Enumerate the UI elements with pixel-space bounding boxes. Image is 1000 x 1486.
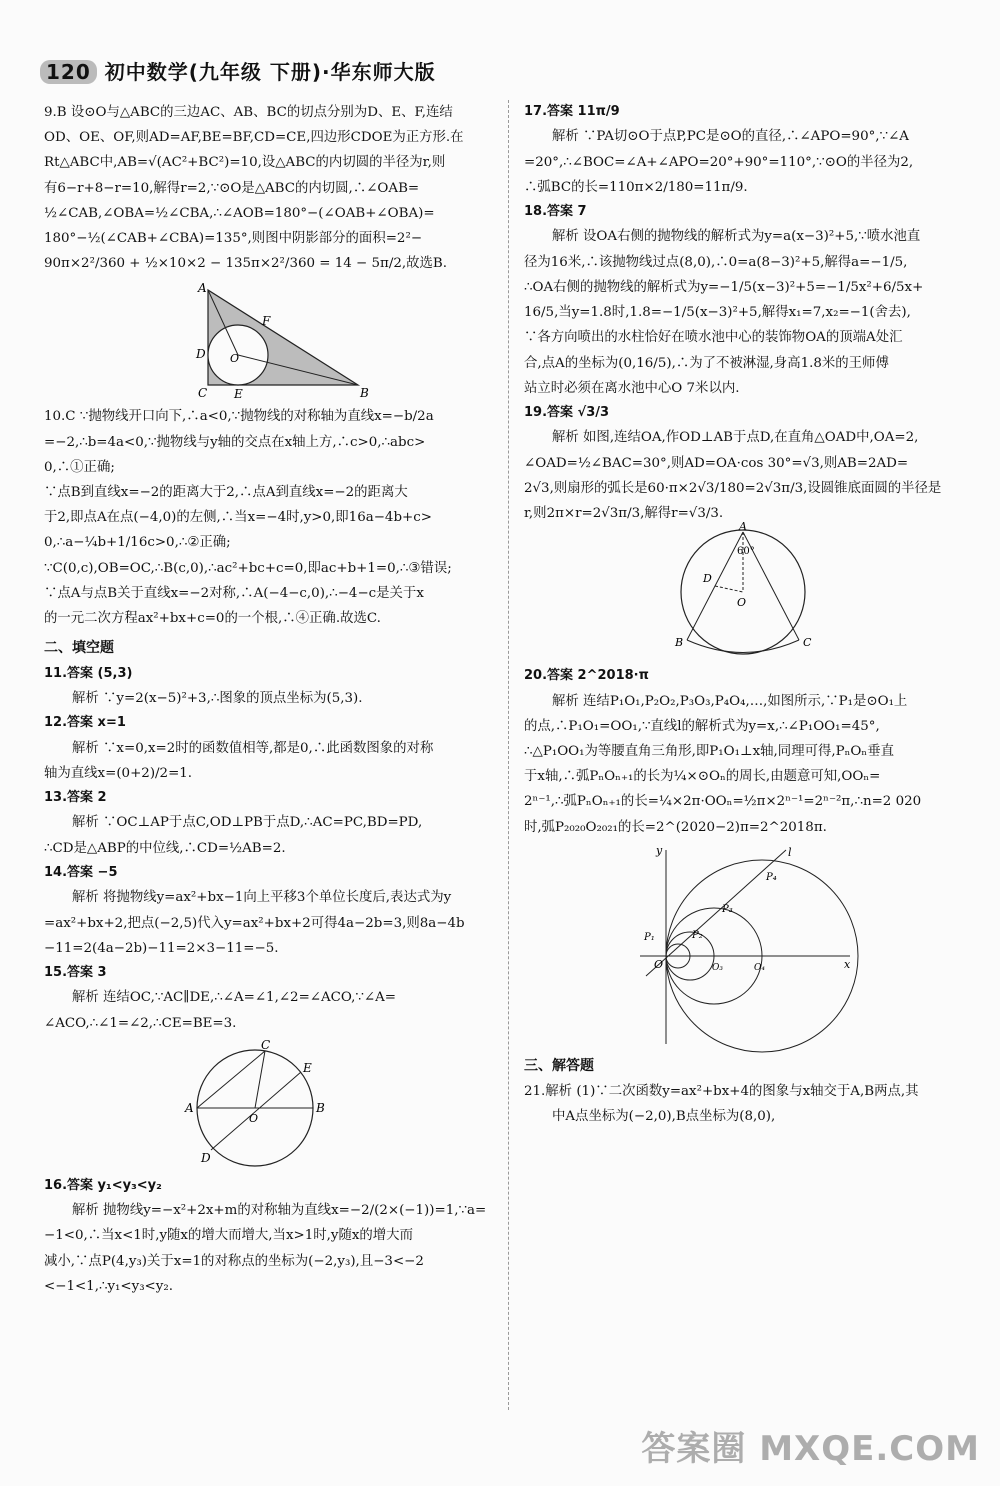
svg-text:P₂: P₂ xyxy=(692,929,703,941)
q10-line: 10.C ∵抛物线开口向下,∴a<0,∵抛物线的对称轴为直线x=−b/2a xyxy=(44,409,434,425)
svg-text:A: A xyxy=(185,1100,194,1115)
q9-line: OD、OE、OF,则AD=AF,BE=BF,CD=CE,四边形CDOE为正方形.在 xyxy=(44,130,464,146)
q13-explanation: ∴CD是△ABP的中位线,∴CD=½AB=2. xyxy=(44,840,286,856)
q14-explanation: =ax²+bx+2,把点(−2,5)代入y=ax²+bx+2可得4a−2b=3,则8a−4b xyxy=(44,915,465,931)
q9-line: 180°−½(∠CAB+∠CBA)=135°,则图中阴影部分的面积=2²− xyxy=(44,231,423,247)
q19-explanation: ∠OAD=½∠BAC=30°,则AD=OA·cos 30°=√3,则AB=2AD= xyxy=(524,455,909,471)
svg-text:D: D xyxy=(196,347,206,362)
section-solutions: 三、解答题 xyxy=(524,1057,594,1074)
svg-text:l: l xyxy=(788,845,792,859)
q10-line: 0,∴a−¼b+1/16c>0,∴②正确; xyxy=(44,535,231,551)
q14-explanation: −11=2(4a−2b)−11=2×3−11=−5. xyxy=(44,940,279,956)
q9-block xyxy=(44,100,492,276)
svg-text:E: E xyxy=(303,1060,312,1075)
q20-explanation: 于x轴,∴弧PₙOₙ₊₁的长为¼×⊙Oₙ的周长,由题意可知,OOₙ= xyxy=(524,769,881,785)
q18-explanation: 16/5,当y=1.8时,1.8=−1/5(x−3)²+5,解得x₁=7,x₂=−1(舍去), xyxy=(524,305,911,321)
q20-explanation: 的点,∴P₁O₁=OO₁,∵直线l的解析式为y=x,∴∠P₁OO₁=45°, xyxy=(524,718,880,734)
svg-text:P₁: P₁ xyxy=(644,931,655,943)
svg-text:B: B xyxy=(316,1100,325,1115)
q10-block xyxy=(44,404,492,631)
svg-text:P₄: P₄ xyxy=(766,871,777,883)
q10-line: ∵C(0,c),OB=OC,∴B(c,0),∴ac²+bc+c=0,即ac+b+1=0,∴③错误; xyxy=(44,560,452,576)
svg-text:B: B xyxy=(360,386,369,401)
svg-text:C: C xyxy=(261,1037,271,1052)
svg-text:A: A xyxy=(739,520,747,534)
q20-explanation: 2ⁿ⁻¹,∴弧PₙOₙ₊₁的长=¼×2π·OOₙ=½π×2ⁿ⁻¹=2ⁿ⁻²π,∴n=2 020 xyxy=(524,794,922,810)
q9-line: Rt△ABC中,AB=√(AC²+BC²)=10,设△ABC的内切圆的半径为r,则 xyxy=(44,155,446,171)
q10-line: 0,∴①正确; xyxy=(44,459,115,475)
q18-explanation: 合,点A的坐标为(0,16/5),∴为了不被淋湿,身高1.8米的王师傅 xyxy=(524,355,889,371)
q19-answer: 19.答案 √3/3 xyxy=(524,404,610,420)
q16-explanation: 减小,∵点P(4,y₃)关于x=1的对称点的坐标为(−2,y₃),且−3<−2 xyxy=(44,1253,424,1269)
svg-text:x: x xyxy=(844,957,851,971)
column-divider xyxy=(508,100,509,1410)
q16-explanation: −1<0,∴当x<1时,y随x的增大而增大,当x>1时,y随x的增大而 xyxy=(44,1228,413,1244)
q18-explanation: 径为16米,∴该抛物线过点(8,0),∴0=a(8−3)²+5,解得a=−1/5, xyxy=(524,254,908,270)
q17-explanation: 解析 ∵PA切⊙O于点P,PC是⊙O的直径,∴∠APO=90°,∵∠A xyxy=(552,129,909,145)
q20-explanation: 时,弧P₂₀₂₀O₂₀₂₁的长=2^(2020−2)π=2^2018π. xyxy=(524,819,827,835)
q12-answer: 12.答案 x=1 xyxy=(44,715,126,731)
q9-triangle-figure xyxy=(168,280,368,400)
svg-text:O₄: O₄ xyxy=(754,962,765,973)
q18-explanation: 解析 设OA右侧的抛物线的解析式为y=a(x−3)²+5,∵喷水池直 xyxy=(552,229,921,245)
q10-line: 的一元二次方程ax²+bx+c=0的一个根,∴④正确.故选C. xyxy=(44,611,381,627)
q14-explanation: 解析 将抛物线y=ax²+bx−1向上平移3个单位长度后,表达式为y xyxy=(72,890,452,906)
q13-answer: 13.答案 2 xyxy=(44,790,107,806)
right-column xyxy=(524,100,968,1130)
svg-text:O₃: O₃ xyxy=(712,962,723,973)
q12-explanation: 轴为直线x=(0+2)/2=1. xyxy=(44,765,193,781)
left-column xyxy=(44,100,492,1299)
q20-answer: 20.答案 2^2018·π xyxy=(524,668,649,684)
q18-explanation: ∵各方向喷出的水柱恰好在喷水池中心的装饰物OA的顶端A处汇 xyxy=(524,330,903,346)
svg-text:O: O xyxy=(737,596,747,610)
q20-coordinate-figure xyxy=(636,844,856,1049)
q17-answer: 17.答案 11π/9 xyxy=(524,104,620,119)
q12-explanation: 解析 ∵x=0,x=2时的函数值相等,都是0,∴此函数图象的对称 xyxy=(72,740,434,756)
q10-line: 于2,即点A在点(−4,0)的左侧,∴当x=−4时,y>0,即16a−4b+c> xyxy=(44,510,432,526)
q11-explanation: 解析 ∵y=2(x−5)²+3,∴图象的顶点坐标为(5,3). xyxy=(72,691,363,706)
q15-circle-figure xyxy=(183,1037,353,1170)
svg-text:P₃: P₃ xyxy=(722,903,733,915)
q15-explanation: ∠ACO,∴∠1=∠2,∴CE=BE=3. xyxy=(44,1015,237,1031)
q16-explanation: 解析 抛物线y=−x²+2x+m的对称轴为直线x=−2/(2×(−1))=1,∵a= xyxy=(72,1203,487,1219)
svg-text:O: O xyxy=(654,957,664,971)
q9-line: 90π×2²/360 + ½×10×2 − 135π×2²/360 = 14 − 5π/2,故选B. xyxy=(44,256,447,272)
q9-line: 有6−r+8−r=10,解得r=2,∵⊙O是△ABC的内切圆,∴∠OAB= xyxy=(44,180,420,196)
page-header xyxy=(40,56,436,85)
q19-explanation: 2√3,则扇形的弧长是60·π×2√3/180=2√3π/3,设圆锥底面圆的半径是 xyxy=(524,480,942,496)
q18-explanation: 站立时必须在离水池中心O 7米以内. xyxy=(524,380,740,396)
q20-explanation: 解析 连结P₁O₁,P₂O₂,P₃O₃,P₄O₄,…,如图所示,∵P₁是⊙O₁上 xyxy=(552,693,908,709)
q16-answer: 16.答案 y₁<y₃<y₂ xyxy=(44,1177,162,1193)
svg-text:D: D xyxy=(201,1150,211,1165)
q13-explanation: 解析 ∵OC⊥AP于点C,OD⊥PB于点D,∴AC=PC,BD=PD, xyxy=(72,815,423,831)
q18-explanation: ∴OA右侧的抛物线的解析式为y=−1/5(x−3)²+5=−1/5x²+6/5x+ xyxy=(524,279,924,295)
svg-text:F: F xyxy=(262,314,271,329)
q9-line: 9.B 设⊙O与△ABC的三边AC、AB、BC的切点分别为D、E、F,连结 xyxy=(44,105,453,120)
svg-text:A: A xyxy=(198,281,207,296)
q17-explanation: =20°,∴∠BOC=∠A+∠APO=20°+90°=110°,∵⊙O的半径为2, xyxy=(524,154,914,170)
page-number: 120 xyxy=(40,60,97,84)
svg-text:C: C xyxy=(803,636,812,650)
q15-explanation: 解析 连结OC,∵AC∥DE,∴∠A=∠1,∠2=∠ACO,∵∠A= xyxy=(72,990,397,1006)
q19-cone-figure xyxy=(661,520,831,660)
book-title: 初中数学(九年级 下册)·华东师大版 xyxy=(104,60,436,84)
svg-text:O: O xyxy=(230,352,240,366)
q20-explanation: ∴△P₁OO₁为等腰直角三角形,即P₁O₁⊥x轴,同理可得,PₙOₙ垂直 xyxy=(524,744,894,759)
svg-text:C: C xyxy=(198,386,208,401)
q17-explanation: ∴弧BC的长=110π×2/180=11π/9. xyxy=(524,179,748,195)
q9-line: ½∠CAB,∠OBA=½∠CBA,∴∠AOB=180°−(∠OAB+∠OBA)= xyxy=(44,205,435,221)
q21-line: 21.解析 (1)∵二次函数y=ax²+bx+4的图象与x轴交于A,B两点,其 xyxy=(524,1084,919,1100)
q14-answer: 14.答案 −5 xyxy=(44,864,118,880)
section-fill-in: 二、填空题 xyxy=(44,640,114,657)
svg-text:E: E xyxy=(234,387,243,402)
q10-line: ∵点A与点B关于直线x=−2对称,∴A(−4−c,0),∴−4−c是关于x xyxy=(44,585,424,601)
q10-line: ∵点B到直线x=−2的距离大于2,∴点A到直线x=−2的距离大 xyxy=(44,485,408,501)
q19-explanation: r,则2π×r=2√3π/3,解得r=√3/3. xyxy=(524,505,724,521)
svg-text:y: y xyxy=(656,843,663,857)
q11-answer: 11.答案 (5,3) xyxy=(44,665,133,681)
q10-line: =−2,∴b=4a<0,∵抛物线与y轴的交点在x轴上方,∴c>0,∴abc> xyxy=(44,434,426,450)
watermark: 答案圈 MXQE.COM xyxy=(641,1429,980,1469)
q18-answer: 18.答案 7 xyxy=(524,204,587,220)
q19-explanation: 解析 如图,连结OA,作OD⊥AB于点D,在直角△OAD中,OA=2, xyxy=(552,430,919,446)
svg-text:60°: 60° xyxy=(737,546,755,558)
q16-explanation: <−1<1,∴y₁<y₃<y₂. xyxy=(44,1278,173,1294)
q21-line: 中A点坐标为(−2,0),B点坐标为(8,0), xyxy=(552,1109,776,1125)
svg-text:B: B xyxy=(675,636,684,650)
svg-text:D: D xyxy=(703,572,712,586)
svg-text:O: O xyxy=(249,1111,259,1125)
q15-answer: 15.答案 3 xyxy=(44,964,107,980)
